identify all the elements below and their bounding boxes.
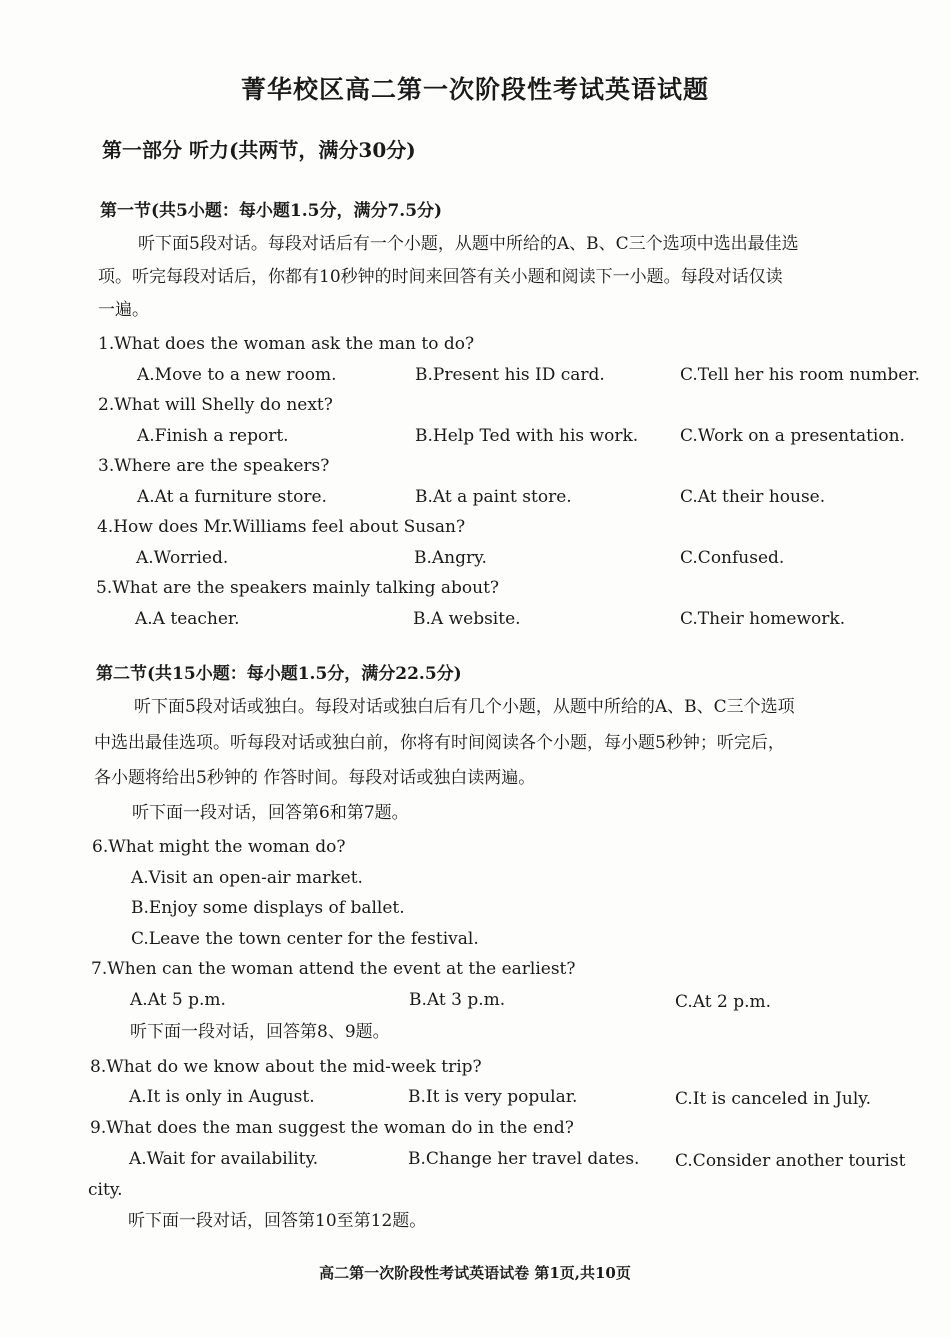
q3-option-b: B.At a paint store. [415,487,572,507]
section2-instruction-line3: 各小题将给出5秒钟的 作答时间。每段对话或独白读两遍。 [94,768,536,788]
question-8: 8.What do we know about the mid-week trip? [90,1057,482,1077]
q9-option-c: C.Consider another tourist [675,1151,906,1171]
q7-option-c: C.At 2 p.m. [675,992,772,1012]
question-3: 3.Where are the speakers? [98,456,330,476]
q3-option-a: A.At a furniture store. [137,487,327,507]
q4-option-c: C.Confused. [680,548,785,568]
section1-instruction-line3: 一遍。 [98,300,149,320]
page-footer: 高二第一次阶段性考试英语试卷 第1页,共10页 [319,1264,631,1282]
q6-option-b: B.Enjoy some displays of ballet. [131,898,405,918]
q2-option-c: C.Work on a presentation. [680,426,905,446]
q4-option-b: B.Angry. [414,548,487,568]
q5-option-c: C.Their homework. [680,609,846,629]
q9-option-b: B.Change her travel dates. [408,1149,640,1169]
q5-option-b: B.A website. [413,609,521,629]
q1-option-c: C.Tell her his room number. [680,365,920,385]
q8-option-a: A.It is only in August. [129,1087,315,1107]
section1-instruction-line1: 听下面5段对话。每段对话后有一个小题，从题中所给的A、B、C三个选项中选出最佳选 [138,234,799,254]
dialog-intro-10-12: 听下面一段对话，回答第10至第12题。 [128,1211,427,1231]
q1-option-b: B.Present his ID card. [415,365,605,385]
section2-instruction-line1: 听下面5段对话或独白。每段对话或独白后有几个小题，从题中所给的A、B、C三个选项 [134,697,795,717]
q8-option-b: B.It is very popular. [408,1087,578,1107]
question-9: 9.What does the man suggest the woman do in the end? [90,1118,574,1138]
q3-option-c: C.At their house. [680,487,826,507]
section1-instruction-line2: 项。听完每段对话后，你都有10秒钟的时间来回答有关小题和阅读下一小题。每段对话仅读 [98,267,783,287]
question-5: 5.What are the speakers mainly talking about? [96,578,500,598]
q9-option-a: A.Wait for availability. [129,1149,319,1169]
part-heading: 第一部分 听力(共两节，满分30分) [102,138,416,162]
q8-option-c: C.It is canceled in July. [675,1089,872,1109]
question-6: 6.What might the woman do? [92,837,346,857]
q6-option-a: A.Visit an open-air market. [131,868,363,888]
section2-heading: 第二节(共15小题：每小题1.5分，满分22.5分) [96,664,462,684]
question-1: 1.What does the woman ask the man to do? [98,334,475,354]
section1-heading: 第一节(共5小题：每小题1.5分，满分7.5分) [100,201,443,221]
q1-option-a: A.Move to a new room. [137,365,337,385]
q4-option-a: A.Worried. [136,548,229,568]
question-7: 7.When can the woman attend the event at the earliest? [91,959,576,979]
dialog-intro-6-7: 听下面一段对话，回答第6和第7题。 [132,803,409,823]
section2-instruction-line2: 中选出最佳选项。听每段对话或独白前，你将有时间阅读各个小题，每小题5秒钟；听完后， [94,733,785,753]
q9-option-c-continued: city. [88,1180,123,1200]
q5-option-a: A.A teacher. [135,609,240,629]
q2-option-b: B.Help Ted with his work. [415,426,639,446]
dialog-intro-8-9: 听下面一段对话，回答第8、9题。 [130,1022,390,1042]
question-4: 4.How does Mr.Williams feel about Susan? [97,517,466,537]
q7-option-a: A.At 5 p.m. [130,990,226,1010]
q7-option-b: B.At 3 p.m. [409,990,506,1010]
question-2: 2.What will Shelly do next? [98,395,333,415]
q2-option-a: A.Finish a report. [137,426,289,446]
q6-option-c: C.Leave the town center for the festival. [131,929,479,949]
page-title: 菁华校区高二第一次阶段性考试英语试题 [240,75,709,104]
